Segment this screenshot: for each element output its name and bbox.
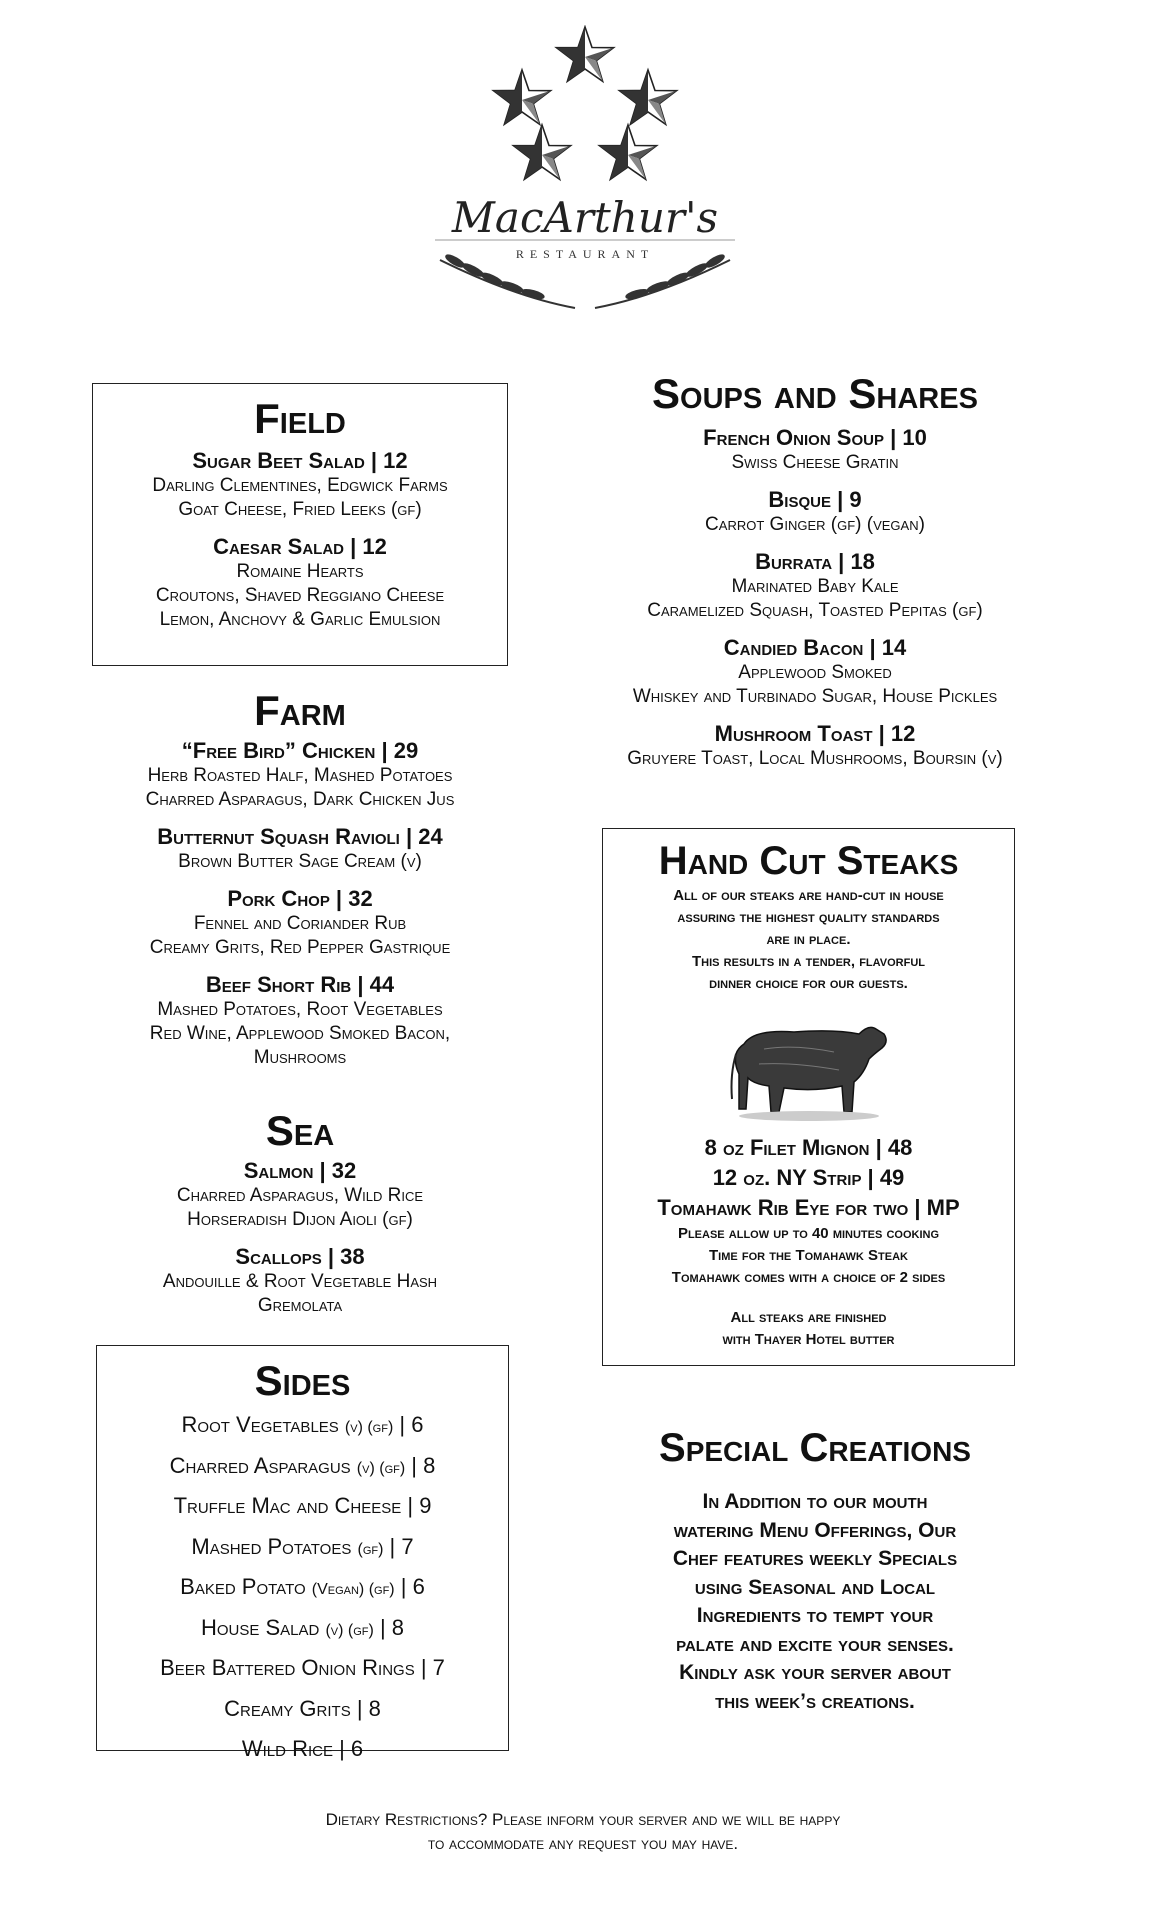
side-item bbox=[97, 1447, 508, 1488]
special-line: watering Menu Offerings, Our bbox=[673, 1518, 957, 1542]
side-item-price: | 9 bbox=[401, 1493, 432, 1518]
menu-item bbox=[92, 1158, 508, 1232]
steaks-title: Hand Cut Steaks bbox=[658, 839, 959, 883]
side-item-name: House Salad bbox=[200, 1614, 326, 1640]
footer-line: Dietary Restrictions? Please inform your server and we will be happy bbox=[325, 1810, 841, 1829]
special-section bbox=[570, 1428, 1060, 1716]
menu-item-name: French Onion Soup | 10 bbox=[703, 425, 927, 450]
menu-item-name: Butternut Squash Ravioli | 24 bbox=[157, 824, 443, 849]
menu-item bbox=[570, 721, 1060, 771]
side-item-tags: (v) (gf) bbox=[344, 1419, 394, 1436]
sea-title: Sea bbox=[265, 1107, 335, 1154]
menu-item-name: Sugar Beet Salad | 12 bbox=[192, 448, 408, 473]
sides-section bbox=[96, 1345, 509, 1761]
menu-item-desc: Charred Asparagus, Wild Rice bbox=[176, 1185, 424, 1206]
special-title: Special Creations bbox=[659, 1426, 971, 1470]
menu-item-name: Salmon | 32 bbox=[243, 1158, 357, 1183]
side-item-price: | 6 bbox=[394, 1574, 425, 1599]
side-item-tags: (v) (gf) bbox=[325, 1621, 374, 1639]
menu-item-desc: Romaine Hearts bbox=[236, 561, 364, 582]
menu-item-name: Candied Bacon | 14 bbox=[723, 635, 907, 660]
logo-subtitle: RESTAURANT bbox=[515, 247, 655, 261]
menu-item-name: Burrata | 18 bbox=[755, 549, 875, 574]
cow-image bbox=[603, 999, 1014, 1129]
menu-item-desc: Horseradish Dijon Aioli (gf) bbox=[187, 1209, 413, 1230]
side-item-price: | 8 bbox=[405, 1452, 436, 1478]
side-item-price: | 6 bbox=[393, 1412, 424, 1437]
sides-title: Sides bbox=[254, 1357, 351, 1404]
farm-section bbox=[92, 687, 508, 1070]
steaks-section bbox=[602, 828, 1015, 1366]
side-item-price: | 8 bbox=[373, 1614, 405, 1640]
menu-item-desc: Whiskey and Turbinado Sugar, House Pickles bbox=[632, 686, 998, 707]
side-item-name: Wild Rice bbox=[241, 1736, 333, 1761]
farm-title: Farm bbox=[254, 687, 346, 734]
menu-item-desc: Brown Butter Sage Cream (v) bbox=[178, 851, 422, 872]
special-line: palate and excite your senses. bbox=[676, 1632, 954, 1656]
special-line: In Addition to our mouth bbox=[702, 1490, 928, 1513]
menu-item bbox=[570, 549, 1060, 623]
steaks-finish-line: with Thayer Hotel butter bbox=[722, 1331, 895, 1348]
steaks-note-line: Tomahawk comes with a choice of 2 sides bbox=[671, 1269, 946, 1286]
menu-item-desc: Darling Clementines, Edgwick Farms bbox=[152, 475, 448, 496]
menu-item bbox=[92, 1244, 508, 1318]
menu-item-desc: Swiss Cheese Gratin bbox=[731, 452, 899, 473]
footer-line: to accommodate any request you may have. bbox=[427, 1834, 739, 1853]
menu-item-name: Caesar Salad | 12 bbox=[213, 534, 387, 559]
side-item bbox=[97, 1609, 508, 1650]
side-item-name: Baked Potato bbox=[180, 1574, 312, 1599]
steaks-note-line: Please allow up to 40 minutes cooking bbox=[677, 1225, 940, 1242]
menu-item-name: Bisque | 9 bbox=[768, 487, 862, 512]
steaks-intro-line: dinner choice for our guests. bbox=[709, 975, 908, 992]
menu-item-desc: Marinated Baby Kale bbox=[731, 576, 899, 597]
side-item-tags: (Vegan) (gf) bbox=[311, 1581, 395, 1598]
menu-item bbox=[570, 635, 1060, 709]
menu-item bbox=[92, 738, 508, 812]
menu-item bbox=[570, 487, 1060, 537]
menu-item-name: “Free Bird” Chicken | 29 bbox=[181, 738, 419, 763]
side-item-tags: (v) (gf) bbox=[356, 1459, 406, 1477]
steaks-intro-line: All of our steaks are hand-cut in house bbox=[673, 887, 944, 904]
menu-item-desc: Carrot Ginger (gf) (vegan) bbox=[705, 514, 925, 535]
side-item-price: | 7 bbox=[414, 1655, 445, 1680]
steaks-note-line: Time for the Tomahawk Steak bbox=[709, 1247, 908, 1264]
side-item-name: Beer Battered Onion Rings bbox=[160, 1655, 415, 1680]
steak-item: Tomahawk Rib Eye for two | MP bbox=[657, 1195, 960, 1220]
menu-item-desc: Goat Cheese, Fried Leeks (gf) bbox=[178, 499, 422, 520]
side-item bbox=[97, 1690, 508, 1731]
soups-title: Soups and Shares bbox=[652, 370, 978, 417]
steaks-intro-line: assuring the highest quality standards bbox=[677, 909, 940, 926]
special-line: using Seasonal and Local bbox=[694, 1575, 936, 1599]
menu-item-desc: Lemon, Anchovy & Garlic Emulsion bbox=[159, 609, 441, 630]
sea-section bbox=[92, 1107, 508, 1318]
side-item-name: Mashed Potatoes bbox=[191, 1533, 358, 1559]
menu-item-desc: Red Wine, Applewood Smoked Bacon, bbox=[149, 1023, 451, 1044]
steaks-intro-line: This results in a tender, flavorful bbox=[692, 953, 925, 970]
menu-item-desc: Charred Asparagus, Dark Chicken Jus bbox=[145, 789, 455, 810]
special-line: Chef features weekly Specials bbox=[672, 1547, 958, 1570]
menu-item-name: Scallops | 38 bbox=[235, 1244, 365, 1269]
special-line: Ingredients to tempt your bbox=[696, 1604, 934, 1627]
menu-item-name: Pork Chop | 32 bbox=[227, 886, 373, 911]
menu-item-desc: Fennel and Coriander Rub bbox=[193, 913, 407, 934]
menu-item-desc: Gruyere Toast, Local Mushrooms, Boursin (v) bbox=[627, 748, 1003, 769]
menu-item bbox=[92, 824, 508, 874]
menu-item-desc: Gremolata bbox=[257, 1295, 343, 1316]
soups-section bbox=[570, 370, 1060, 771]
footer-note bbox=[100, 1808, 1066, 1856]
side-item bbox=[97, 1528, 508, 1569]
side-item-name: Charred Asparagus bbox=[169, 1452, 357, 1478]
menu-item-desc: Andouille & Root Vegetable Hash bbox=[162, 1271, 438, 1292]
side-item-name: Creamy Grits bbox=[224, 1695, 351, 1721]
side-item-tags: (gf) bbox=[357, 1540, 384, 1558]
menu-item bbox=[92, 886, 508, 960]
side-item bbox=[97, 1568, 508, 1609]
menu-item-name: Mushroom Toast | 12 bbox=[714, 721, 916, 746]
field-title: Field bbox=[254, 395, 346, 442]
side-item bbox=[97, 1649, 508, 1690]
menu-item-desc: Herb Roasted Half, Mashed Potatoes bbox=[147, 765, 453, 786]
side-item bbox=[97, 1730, 508, 1771]
logo-script-name: MacArthur's bbox=[451, 193, 719, 242]
menu-item-desc: Creamy Grits, Red Pepper Gastrique bbox=[149, 937, 451, 958]
menu-item bbox=[93, 534, 507, 632]
menu-item-desc: Croutons, Shaved Reggiano Cheese bbox=[155, 585, 445, 606]
side-item bbox=[97, 1487, 508, 1528]
menu-item-desc: Mashed Potatoes, Root Vegetables bbox=[157, 999, 443, 1020]
steak-item: 12 oz. NY Strip | 49 bbox=[712, 1165, 905, 1190]
side-item-price: | 7 bbox=[383, 1533, 414, 1559]
steak-item: 8 oz Filet Mignon | 48 bbox=[704, 1135, 913, 1160]
cow-icon bbox=[724, 1004, 894, 1124]
side-item-name: Truffle Mac and Cheese bbox=[173, 1493, 402, 1518]
menu-item-desc: Caramelized Squash, Toasted Pepitas (gf) bbox=[647, 600, 983, 621]
menu-item-desc: Applewood Smoked bbox=[738, 662, 892, 683]
special-line: Kindly ask your server about bbox=[679, 1661, 951, 1684]
restaurant-logo bbox=[425, 25, 745, 310]
side-item bbox=[97, 1406, 508, 1447]
side-item-price: | 6 bbox=[332, 1736, 364, 1761]
field-section bbox=[92, 383, 508, 666]
side-item-name: Root Vegetables bbox=[181, 1412, 345, 1437]
menu-item-name: Beef Short Rib | 44 bbox=[205, 972, 395, 997]
menu-item-desc: Mushrooms bbox=[253, 1047, 347, 1068]
five-stars-icon bbox=[425, 25, 745, 310]
steaks-finish-line: All steaks are finished bbox=[730, 1309, 887, 1326]
side-item-price: | 8 bbox=[350, 1695, 381, 1721]
menu-item bbox=[92, 972, 508, 1070]
special-line: this week’s creations. bbox=[715, 1689, 915, 1713]
menu-item bbox=[570, 425, 1060, 475]
menu-item bbox=[93, 448, 507, 522]
steaks-intro-line: are in place. bbox=[766, 931, 851, 948]
